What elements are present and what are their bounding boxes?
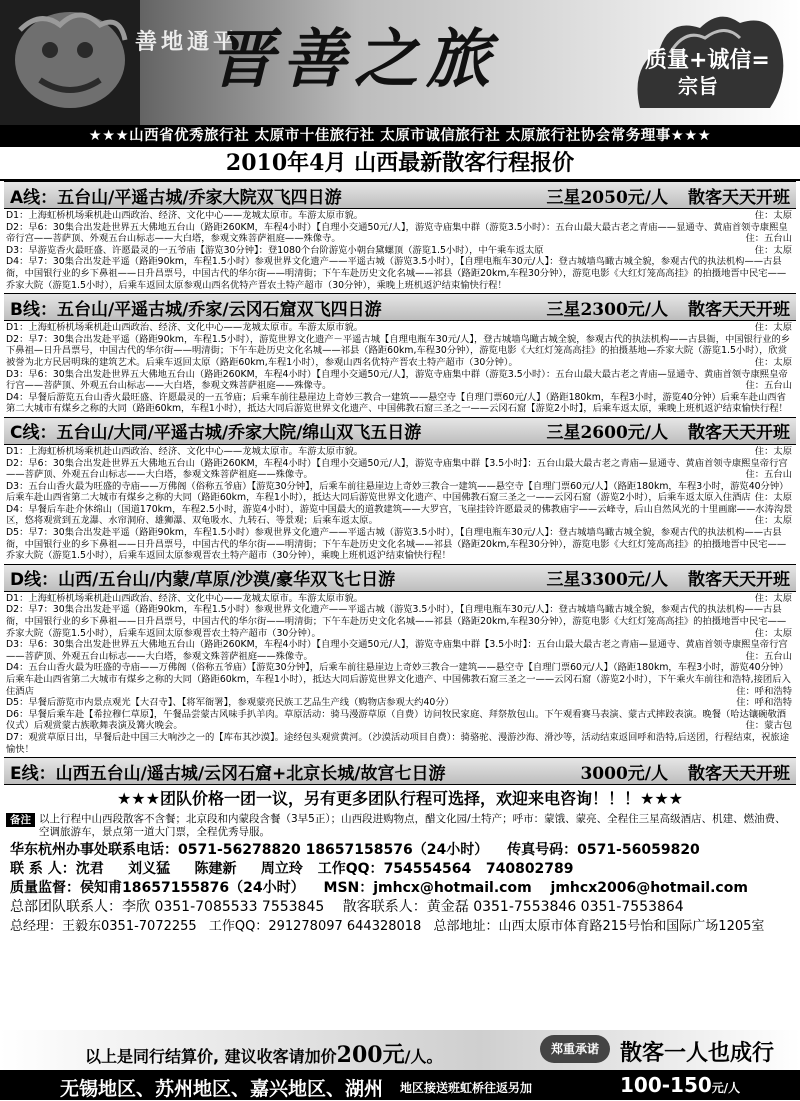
route-price-group (580, 759, 790, 784)
stone-lion-icon (0, 0, 140, 125)
itinerary-day (6, 322, 794, 334)
peer-price-note (85, 1038, 442, 1069)
route-daily: 散客天天开班 (688, 570, 790, 591)
fax-number: 0571-56059820 (577, 842, 700, 859)
route-section (4, 417, 796, 564)
contact-row-hq (10, 898, 790, 917)
contact-names: 沈君 刘义猛 陈建新 周立玲 (75, 861, 303, 878)
day-text: D1：上海虹桥机场乘机赴山西政治、经济、文化中心——龙城太原市。车游太原市貌。 (6, 322, 364, 334)
itinerary-day (6, 458, 794, 481)
day-stay: 住：呼和浩特 (736, 685, 792, 697)
itinerary-day (6, 446, 794, 458)
slogan-line1: 质量+诚信= (645, 48, 770, 73)
peer-suffix: /人。 (404, 1047, 443, 1066)
hz-office-phones: 0571-56278820 18657158576（24小时） (178, 842, 489, 859)
day-text: D6：早餐后乘车赴【希拉穆仁草原】，午餐品尝蒙古风味手扒羊肉。草原活动：骑马漫游草原（自费）访问牧民家庭、拜祭敖包山。下午观看赛马表演、蒙古式摔跤表演。晚餐（哈达镶碗敬酒仪式）后观赏蒙古族歌舞表演及篝火晚会。 (6, 708, 787, 732)
day-stay: 住：太原 (754, 492, 792, 504)
gm-label: 总经理： (10, 919, 63, 935)
route-section (4, 757, 796, 785)
itinerary-day (6, 504, 794, 527)
day-stay: 住：五台山 (745, 469, 792, 481)
contact-row-names (10, 860, 790, 879)
day-stay: 住：太原 (754, 210, 792, 221)
day-text: D1：上海虹桥机场乘机赴山西政治、经济、文化中心——龙城太原市。车游太原市貌。 (6, 592, 364, 604)
itinerary-day (6, 604, 794, 639)
day-text: D5：早餐后游览市内景点观光【大召寺】、【将军衙署】，参观蒙亮民族工艺品生产线（购物店参观大约40分） (6, 697, 454, 709)
day-text: D7：观赏草原日出，早餐后赴中国三大响沙之一的【库布其沙漠】。途经包头观赏黄河。（沙漠活动项目自费）：骑骆驼、漫游沙海、滑沙等，活动结束返回呼和浩特,后送团，行程结束，祝旅途愉快！ (6, 731, 790, 755)
transfer-text: 地区接送班虹桥往返另加 (400, 1081, 533, 1095)
itinerary-day (6, 481, 794, 504)
note-box (0, 813, 800, 839)
route-daily: 散客天天开班 (688, 423, 790, 444)
lion-plaque-text: 善地通平 (135, 30, 240, 55)
transfer-amount (620, 1073, 740, 1097)
routes-list (0, 181, 800, 785)
itinerary-day (6, 392, 794, 415)
route-daily: 散客天天开班 (688, 299, 790, 320)
itinerary-day (6, 210, 794, 222)
qq-label: 工作QQ： (208, 919, 269, 935)
route-daily: 散客天天开班 (688, 763, 790, 784)
itinerary-day (6, 593, 794, 605)
route-header (4, 757, 796, 785)
page-title: 2010年4月 山西最新散客行程报价 (0, 147, 800, 181)
day-stay: 住：太原 (754, 244, 792, 256)
route-price-group (546, 418, 790, 443)
route-header (4, 417, 796, 445)
addr-value: 山西太原市体育路215号怡和国际广场1205室 (498, 919, 765, 935)
note-text: 以上行程中山西段散客不含餐；北京段和内蒙段含餐（3早5正）；山西段进购物点，醋文化园/土特产；呼市：蒙饿、蒙亮、全程住三星高级酒店、机建、燃油费、空调旅游车，景点第一道大门票，全程优秀导服。 (39, 813, 786, 839)
day-stay: 住：呼和浩特 (736, 697, 792, 709)
gm-value: 王毅东0351-7072255 (62, 919, 197, 935)
route-price-group (546, 183, 790, 208)
day-stay: 住：太原 (754, 445, 792, 457)
route-section (4, 181, 796, 293)
agency-strip: ★★★山西省优秀旅行社 太原市十佳旅行社 太原市诚信旅行社 太原旅行社协会常务理事★★★ (0, 125, 800, 147)
day-stay: 住：五台山 (745, 380, 792, 392)
slogan-badge (630, 8, 790, 113)
route-price: 三星2600元/人 (546, 423, 668, 444)
peer-prefix: 以上是同行结算价, 建议收客请加价 (85, 1047, 337, 1066)
contact-row-gm (10, 917, 790, 936)
route-section (4, 293, 796, 417)
route-days (4, 209, 796, 293)
route-days (4, 592, 796, 757)
day-text: D2：早7：30集合出发赴平遥（路距90km，车程1.5小时），游览世界文化遗产－平遥古城【自理电瓶车30元/人】，登古城墙鸟瞰古城全貌，参观古代的执法机构——古县衙，中国银行业的乡下鼻祖—日升昌票号，中国古代的华尔街——明清街；下午车赴历史文化名城——祁县（路距60km,车程30分钟），游览电影《大红灯笼高高挂》的拍摄基地—乔家大院（游览1.5小时），欣赏被誉为北方民居明珠的建筑艺术。后乘车返回太原（路距60km,车程1小时），参观山西名优特产晋农土特产超市（30分钟）。 (6, 333, 791, 368)
contacts-block (0, 839, 800, 938)
team-notice: ★★★团队价格一团一议，另有更多团队行程可选择，欢迎来电咨询！！！★★★ (116, 789, 684, 809)
route-section (4, 564, 796, 757)
day-text: D4：早7：30集合出发赴平遥（路距90km，车程1.5小时）参观世界文化遗产——平遥古城（游览3.5小时），【自理电瓶车30元/人】：登古城墙鸟瞰古城全貌，参观古代的执法机构——古县衙，中国银行业的乡下鼻祖——日升昌票号，中国古代的华尔街——明清街；下午车赴历史文化名城——祁县（路距20km,车程30分钟），游览电影《大红灯笼高高挂》的拍摄地晋中民宅——乔家大院（游览1.5小时），后乘车返回太原参观山西名优特产晋农土特产超市（30分钟），乘晚上班机返沪结束愉快行程！ (6, 256, 787, 291)
day-stay: 住：蒙古包 (745, 720, 792, 732)
day-stay: 住：太原 (754, 627, 792, 639)
header-banner (0, 0, 800, 125)
route-header (4, 293, 796, 321)
hq-fit: 黄金磊 0351-7553846 0351-7553864 (426, 899, 684, 916)
itinerary-day (6, 527, 794, 562)
transfer-regions: 无锡地区、苏州地区、嘉兴地区、湖州 (60, 1078, 384, 1100)
peer-amount: 200元 (336, 1042, 405, 1068)
route-price-group (546, 565, 790, 590)
route-name: D线：山西/五台山/内蒙/草原/沙漠/豪华双飞七日游 (10, 570, 396, 591)
itinerary-day (6, 334, 794, 369)
promise-seal: 郑重承诺 (540, 1035, 610, 1063)
day-text: D2：早6：30集合出发赴世界五大佛地五台山（路距260KM，车程4小时）【自理小交通50元/人】，游览寺庙集中群【3.5小时】：五台山最大最古老之青庙—显通寺、黄庙首领寺康熙皇帝行宫——菩萨顶、外观五台山标志——大白塔，参观文殊菩萨祖庭——殊像寺。 (6, 457, 788, 481)
day-text: D3：五台山香火最为旺盛的寺庙——万佛阁（俗称五爷庙）【游览30分钟】，后乘车前往悬崖边上奇妙三教合一建筑——悬空寺【自理门票60元/人】（路距180km，车程3小时，游览40分钟）后乘车赴山西省第二大城市有煤乡之称的大同（路距60km，车程1小时），抵达大同后游览世界文化遗产、中国佛教石窟三圣之一——云冈石窟（游览2小时），后乘车返太原入住酒店 (6, 480, 789, 504)
work-qq: 754554564 740802789 (383, 861, 574, 878)
itinerary-day (6, 222, 794, 245)
day-stay: 住：太原 (754, 515, 792, 527)
brand-title: 晋善之旅 (210, 22, 498, 97)
contact-label: 联 系 人： (10, 861, 76, 878)
day-stay: 住：太原 (754, 592, 792, 604)
day-text: D1：上海虹桥机场乘机赴山西政治、经济、文化中心——龙城太原市。车游太原市貌。 (6, 210, 364, 221)
itinerary-day (6, 639, 794, 662)
day-text: D3：早6：30集合出发赴世界五大佛地五台山（路距260KM，车程4小时）【自理小交通50元/人】，游览寺庙集中群（游览3.5小时）：五台山最大最古老之青庙—显通寺、黄庙首领寺康熙皇帝行宫——菩萨顶、外观五台山标志——大白塔，参观文殊菩萨祖庭——殊像寺。 (6, 368, 788, 392)
addr-label: 总部地址： (433, 919, 499, 935)
route-header (4, 181, 796, 209)
day-stay: 住：五台山 (745, 233, 792, 245)
route-name: B线：五台山/平遥古城/乔家/云冈石窟双飞四日游 (10, 299, 382, 320)
itinerary-day (6, 369, 794, 392)
day-text: D2：早6：30集合出发赴世界五大佛地五台山（路距260KM，车程4小时）【自理小交通50元/人】，游览寺庙集中群（游览3.5小时）：五台山最大最古老之青庙——显通寺、黄庙首领寺康熙皇帝行宫——菩萨顶、外观五台山标志——大白塔，参观文殊菩萨祖庭——殊像寺。 (6, 221, 788, 245)
route-price: 三星2050元/人 (546, 187, 668, 208)
route-daily: 散客天天开班 (688, 187, 790, 208)
hq-fit-label: 散客联系人： (342, 899, 427, 916)
fax-label: 传真号码： (507, 842, 578, 859)
day-stay: 住：太原 (754, 322, 792, 334)
day-text: D5：早7：30集合出发赴平遥（路距90km，车程1.5小时）参观世界文化遗产——平遥古城（游览3.5小时），【自理电瓶车30元/人】：登古城墙鸟瞰古城全貌，参观古代的执法机构——古县衙，中国银行业的乡下鼻祖——日升昌票号，中国古代的华尔街——明清街；下午车赴历史文化名城——祁县（路距20km,车程30分钟），游览电影《大红灯笼高高挂》的拍摄地晋中民宅——乔家大院（游览1.5小时），后乘车返回太原参观晋农土特产超市（30分钟），乘晚上班机返沪结束愉快行程！ (6, 527, 787, 562)
route-price: 3000元/人 (580, 763, 668, 784)
quality-value: 侯知甫18657155876（24小时） (80, 880, 305, 897)
note-tag: 备注 (6, 813, 35, 827)
day-text: D4：早餐后游览五台山香火最旺盛、许愿最灵的一五爷庙；后乘车前往悬崖边上奇妙三教合一建筑——悬空寺【自理门票60元/人】（路距180km，车程3小时，游览40分钟）后乘车赴山西省第二大城市有煤乡之称的大同（路距60km，车程1小时），抵达大同后游览世界文化遗产、中国佛教石窟三圣之一——云冈石窟【游览2小时】，后乘车返太原，乘晚上班机返沪结束愉快行程！ (6, 391, 788, 415)
route-header (4, 564, 796, 592)
day-text: D3：早6：30集合出发赴世界五大佛地五台山（路距260KM，车程4小时）【自理小交通50元/人】，游览寺庙集中群【3.5小时】：五台山最大最古老之青庙—显通寺、黄庙首领寺康熙皇帝行宫——菩萨顶、外观五台山标志——大白塔，参观文殊菩萨祖庭——殊像寺。 (6, 639, 788, 662)
msn-label: MSN： (323, 880, 374, 897)
day-stay: 住：五台山 (745, 650, 792, 662)
itinerary-day (6, 256, 794, 291)
slogan-line2: 宗旨 (678, 74, 718, 98)
day-text: D3：早游览香火最旺盛、许愿最灵的一五爷庙【游览30分钟】：登1080个台阶游览小朝台黛螺顶（游览1.5小时），中午乘车返太原 (6, 244, 544, 256)
transfer-unit: 元/人 (711, 1081, 741, 1095)
route-name: E线：山西五台山/遥古城/云冈石窟+北京长城/故宫七日游 (10, 763, 446, 784)
msn-link-1[interactable]: jmhcx@hotmail.com (373, 880, 532, 897)
work-qq-label: 工作QQ： (317, 861, 384, 878)
msn-link-2[interactable]: jmhcx2006@hotmail.com (550, 880, 748, 897)
day-stay: 住：太原 (754, 356, 792, 368)
route-price: 三星3300元/人 (546, 570, 668, 591)
qq-value: 291278097 644328018 (268, 919, 422, 935)
hq-team: 李欣 0351-7085533 7553845 (122, 899, 325, 916)
transfer-amount-value: 100-150 (620, 1073, 712, 1097)
contact-row-quality (10, 879, 790, 898)
route-days (4, 321, 796, 417)
day-text: D4：五台山香火最为旺盛的寺庙——万佛阁（俗称五爷庙）【游览30分钟】，后乘车前往悬崖边上奇妙三教合一建筑——悬空寺【自理门票60元/人】（路距180km，车程3小时，游览40分钟）后乘车赴山西省第二大城市有煤乡之称的大同（路距60km，车程1小时），抵达大同后游览世界文化遗产、中国佛教石窟三圣之一——云冈石窟（游览2小时），下午乘火车前往和浩特,接团后入住酒店 (6, 662, 791, 697)
quality-label: 质量监督： (10, 880, 80, 897)
itinerary-day (6, 709, 794, 732)
hq-team-label: 总部团队联系人： (10, 899, 122, 916)
solo-travel-slogan: 散客一人也成行 (620, 1041, 775, 1066)
footer-transfer-strip (0, 1070, 800, 1100)
route-name: A线：五台山/平遥古城/乔家大院双飞四日游 (10, 187, 342, 208)
contact-row-office (10, 841, 790, 860)
route-name: C线：五台山/大同/平遥古城/乔家大院/绵山双飞五日游 (10, 423, 422, 444)
route-days (4, 445, 796, 564)
itinerary-day (6, 697, 794, 709)
itinerary-day (6, 662, 794, 697)
hz-office-label: 华东杭州办事处联系电话： (10, 842, 178, 859)
day-text: D1：上海虹桥机场乘机赴山西政治、经济、文化中心——龙城太原市。车游太原市貌。 (6, 445, 364, 457)
route-price: 三星2300元/人 (546, 299, 668, 320)
day-text: D2：早7：30集合出发赴平遥（路距90km，车程1.5小时）参观世界文化遗产——平遥古城（游览3.5小时），【自理电瓶车30元/人】：登古城墙鸟瞰古城全貌，参观古代的执法机构——古县衙，中国银行业的乡下鼻祖——日升昌票号，中国古代的华尔街——明清街；下午车赴历史文化名城——祁县（路距20km,车程30分钟），游览电影《大红灯笼高高挂》的拍摄地晋中民宅——乔家大院（游览1.5小时），后乘车返回太原参观晋农土特产超市（30分钟）。 (6, 604, 787, 639)
itinerary-day (6, 245, 794, 257)
day-text: D4：早餐后车赴介休绵山（国道170km，车程2.5小时，游览4小时），游览中国最大的道教建筑——大罗宫，飞崖挂铃许愿最灵的佛教庙宇——云峰寺，后山自然风光的十里画廊——水涛沟景区，悠将观赏到五龙瀑、水帘洞府、雄狮瀑、双龟吸水、九转石、等景观；后乘车返太原。 (6, 503, 793, 527)
itinerary-day (6, 732, 794, 755)
footer-peer-strip (0, 1030, 800, 1070)
route-price-group (546, 295, 790, 320)
